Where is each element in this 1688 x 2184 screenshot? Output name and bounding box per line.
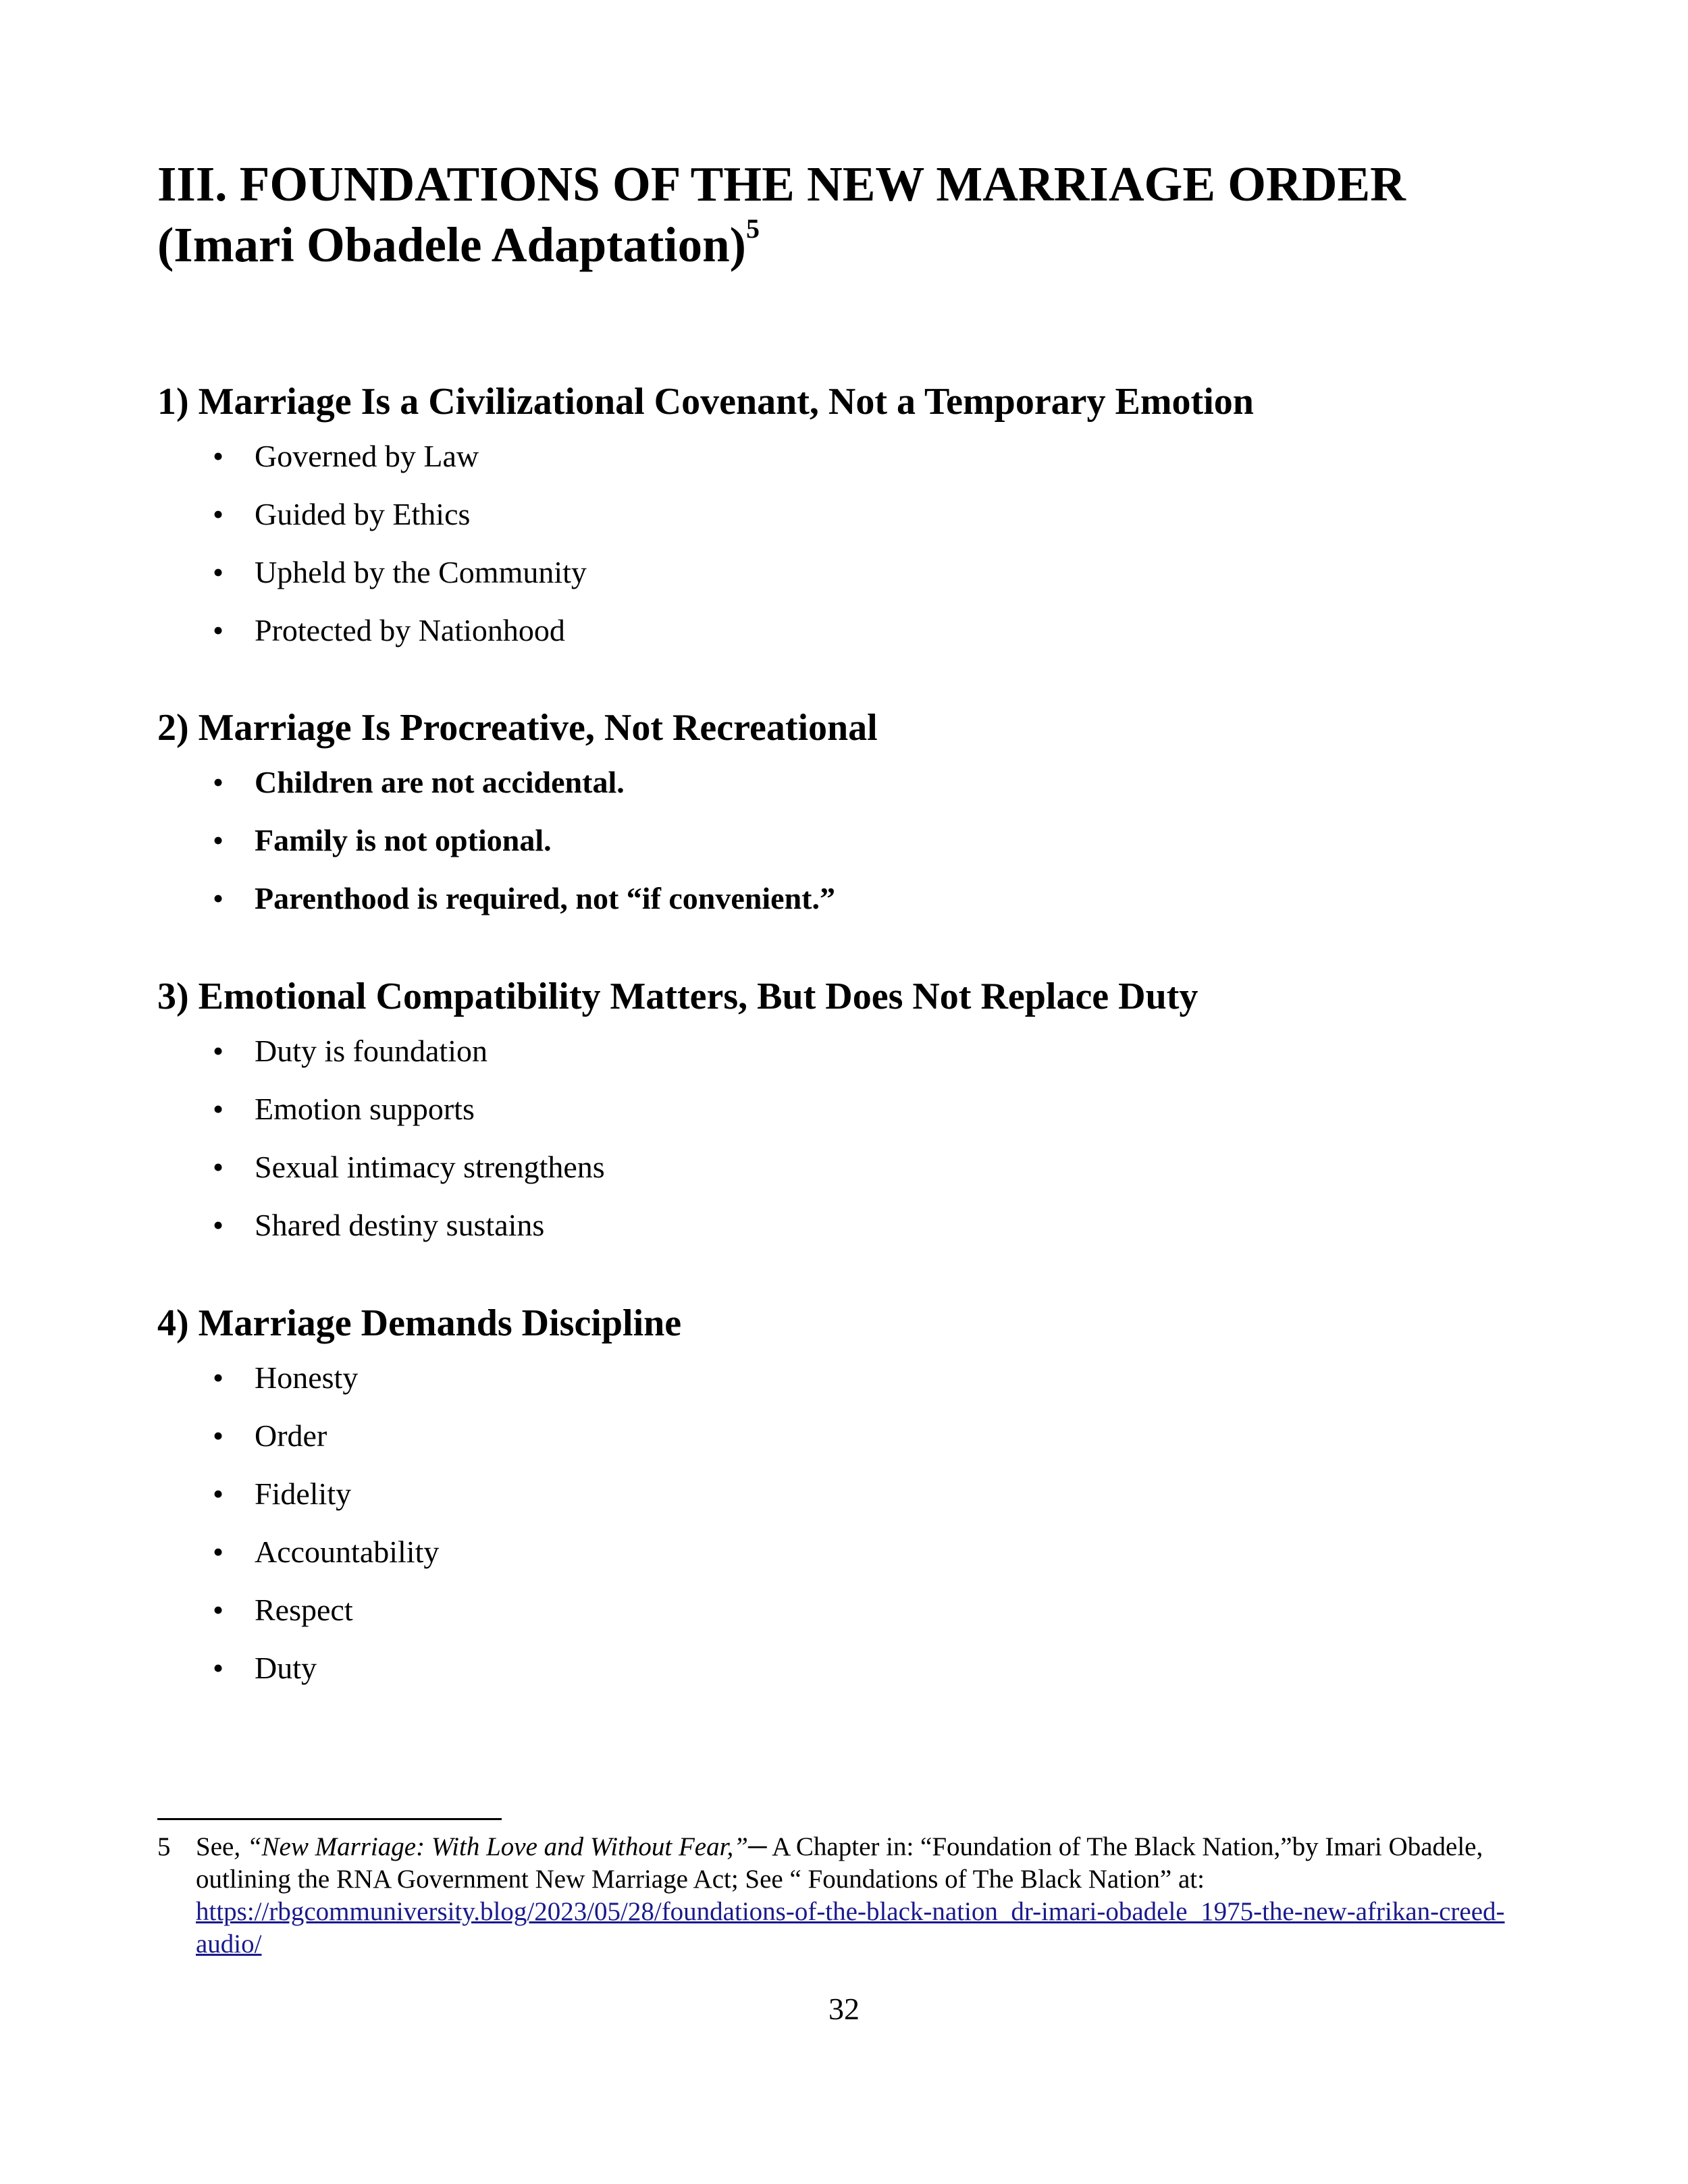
list-item-text: Children are not accidental.: [255, 765, 625, 799]
list-item: [213, 1591, 439, 1649]
list-item-text: Upheld by the Community: [255, 555, 587, 589]
list-item-text: Family is not optional.: [255, 823, 552, 857]
section-4-list: [213, 1359, 439, 1707]
footnote-body: [196, 1831, 1528, 1961]
bullet-icon: •: [213, 1535, 224, 1569]
list-item: [213, 880, 835, 938]
footnote-text: A Chapter in: “Foundation of The Black Nation,”by Imari Obadele, outlining the RNA Government New Marriage Act; See “ Foundations of The Black Nation” at:: [196, 1832, 1483, 1894]
bullet-icon: •: [213, 497, 224, 531]
list-item: [213, 437, 587, 496]
section-3-list: [213, 1032, 605, 1264]
list-item: [213, 1090, 605, 1148]
section-heading-4: 4) Marriage Demands Discipline: [157, 1302, 682, 1344]
list-item: [213, 496, 587, 554]
bullet-icon: •: [213, 555, 224, 589]
list-item: [213, 822, 835, 880]
bullet-icon: •: [213, 1092, 224, 1126]
list-item: [213, 764, 835, 822]
list-item: [213, 554, 587, 612]
bullet-icon: •: [213, 1418, 224, 1453]
footnote-source-title: , “New Marriage: With Love and Without Fear,”: [234, 1832, 748, 1861]
bullet-icon: •: [213, 1150, 224, 1184]
footnote-divider: [157, 1818, 502, 1820]
section-heading-2: 2) Marriage Is Procreative, Not Recreational: [157, 707, 878, 749]
list-item: [213, 1206, 605, 1264]
footnote-reference[interactable]: 5: [745, 213, 760, 244]
bullet-icon: •: [213, 881, 224, 915]
title-line-2: (Imari Obadele Adaptation): [157, 217, 746, 272]
list-item-text: Duty is foundation: [255, 1034, 487, 1068]
section-1-list: [213, 437, 587, 670]
bullet-icon: •: [213, 765, 224, 799]
list-item-text: Protected by Nationhood: [255, 613, 565, 647]
list-item-text: Emotion supports: [255, 1092, 475, 1126]
list-item: [213, 1417, 439, 1475]
list-item-text: Respect: [255, 1593, 353, 1627]
list-item-text: Governed by Law: [255, 439, 479, 473]
bullet-icon: •: [213, 1208, 224, 1242]
section-heading-3: 3) Emotional Compatibility Matters, But Does Not Replace Duty: [157, 976, 1198, 1017]
section-heading-1: 1) Marriage Is a Civilizational Covenant, Not a Temporary Emotion: [157, 381, 1254, 423]
page-title: [157, 154, 1575, 275]
list-item-text: Parenthood is required, not “if convenient.”: [255, 881, 835, 915]
list-item-text: Honesty: [255, 1360, 359, 1395]
page-number: 32: [828, 1992, 860, 2026]
list-item: [213, 1032, 605, 1090]
list-item: [213, 612, 587, 670]
footnote-dash: ─: [747, 1832, 767, 1861]
bullet-icon: •: [213, 1034, 224, 1068]
list-item-text: Duty: [255, 1651, 317, 1685]
list-item-text: Sexual intimacy strengthens: [255, 1150, 605, 1184]
footnote: [157, 1831, 1528, 1961]
footnote-link[interactable]: https://rbgcommuniversity.blog/2023/05/28/foundations-of-the-black-nation_dr-imari-obadele_1975-the-new-afrikan-creed-audio/: [196, 1897, 1505, 1959]
bullet-icon: •: [213, 1593, 224, 1627]
section-2-list: [213, 764, 835, 938]
list-item-text: Accountability: [255, 1535, 440, 1569]
footnote-see: See: [196, 1832, 234, 1861]
list-item: [213, 1475, 439, 1533]
list-item-text: Order: [255, 1418, 327, 1453]
list-item-text: Guided by Ethics: [255, 497, 471, 531]
bullet-icon: •: [213, 613, 224, 647]
title-line-1: III. FOUNDATIONS OF THE NEW MARRIAGE ORDER: [157, 157, 1406, 211]
bullet-icon: •: [213, 1476, 224, 1511]
bullet-icon: •: [213, 823, 224, 857]
footnote-number: 5: [157, 1832, 171, 1861]
bullet-icon: •: [213, 439, 224, 473]
list-item: [213, 1649, 439, 1707]
list-item: [213, 1148, 605, 1206]
bullet-icon: •: [213, 1651, 224, 1685]
list-item: [213, 1533, 439, 1591]
bullet-icon: •: [213, 1360, 224, 1395]
list-item-text: Shared destiny sustains: [255, 1208, 545, 1242]
list-item-text: Fidelity: [255, 1476, 352, 1511]
list-item: [213, 1359, 439, 1417]
